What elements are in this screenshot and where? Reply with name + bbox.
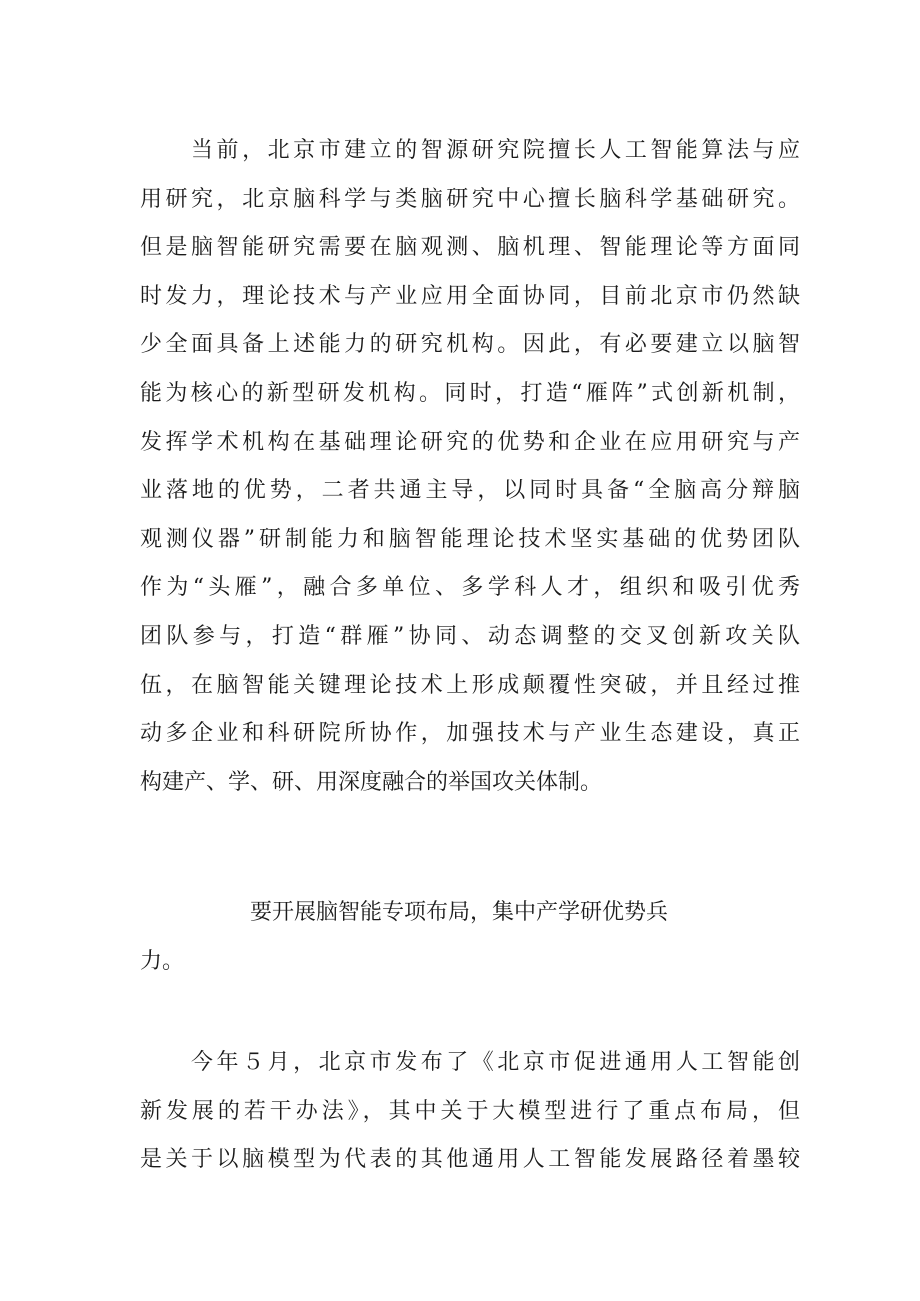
text-line: 作为“头雁”，融合多单位、多学科人才，组织和吸引优秀 (140, 575, 800, 601)
text-line: 要开展脑智能专项布局，集中产学研优势兵 (140, 900, 669, 925)
text-line: 动多企业和科研院所协作，加强技术与产业生态建设，真正 (140, 721, 800, 747)
text-line: 力。 (140, 948, 185, 974)
text-line: 构建产、学、研、用深度融合的举国攻关体制。 (140, 769, 603, 795)
text-line: 观测仪器”研制能力和脑智能理论技术坚实基础的优势团队 (140, 526, 800, 552)
text-line: 伍，在脑智能关键理论技术上形成颠覆性突破，并且经过推 (140, 672, 800, 698)
text-line: 时发力，理论技术与产业应用全面协同，目前北京市仍然缺 (140, 283, 800, 309)
text-line: 新发展的若干办法》，其中关于大模型进行了重点布局，但 (140, 1098, 800, 1124)
text-line: 用研究，北京脑科学与类脑研究中心擅长脑科学基础研究。 (140, 186, 800, 212)
text-line: 发挥学术机构在基础理论研究的优势和企业在应用研究与产 (140, 429, 800, 455)
text-line: 团队参与，打造“群雁”协同、动态调整的交叉创新攻关队 (140, 623, 800, 649)
paragraph-special-layout (140, 889, 800, 986)
text-line: 今年５月，北京市发布了《北京市促进通用人工智能创 (140, 1050, 800, 1075)
paragraph-beijing-measures (140, 1039, 800, 1185)
text-line: 是关于以脑模型为代表的其他通用人工智能发展路径着墨较 (140, 1147, 800, 1173)
text-line: 当前，北京市建立的智源研究院擅长人工智能算法与应 (140, 138, 800, 163)
text-line: 能为核心的新型研发机构。同时，打造“雁阵”式创新机制， (140, 380, 800, 406)
paragraph-brain-intelligence-institutions (140, 127, 800, 807)
text-line: 但是脑智能研究需要在脑观测、脑机理、智能理论等方面同 (140, 235, 800, 261)
text-line: 业落地的优势，二者共通主导，以同时具备“全脑高分辩脑 (140, 478, 800, 504)
text-line: 少全面具备上述能力的研究机构。因此，有必要建立以脑智 (140, 332, 800, 358)
